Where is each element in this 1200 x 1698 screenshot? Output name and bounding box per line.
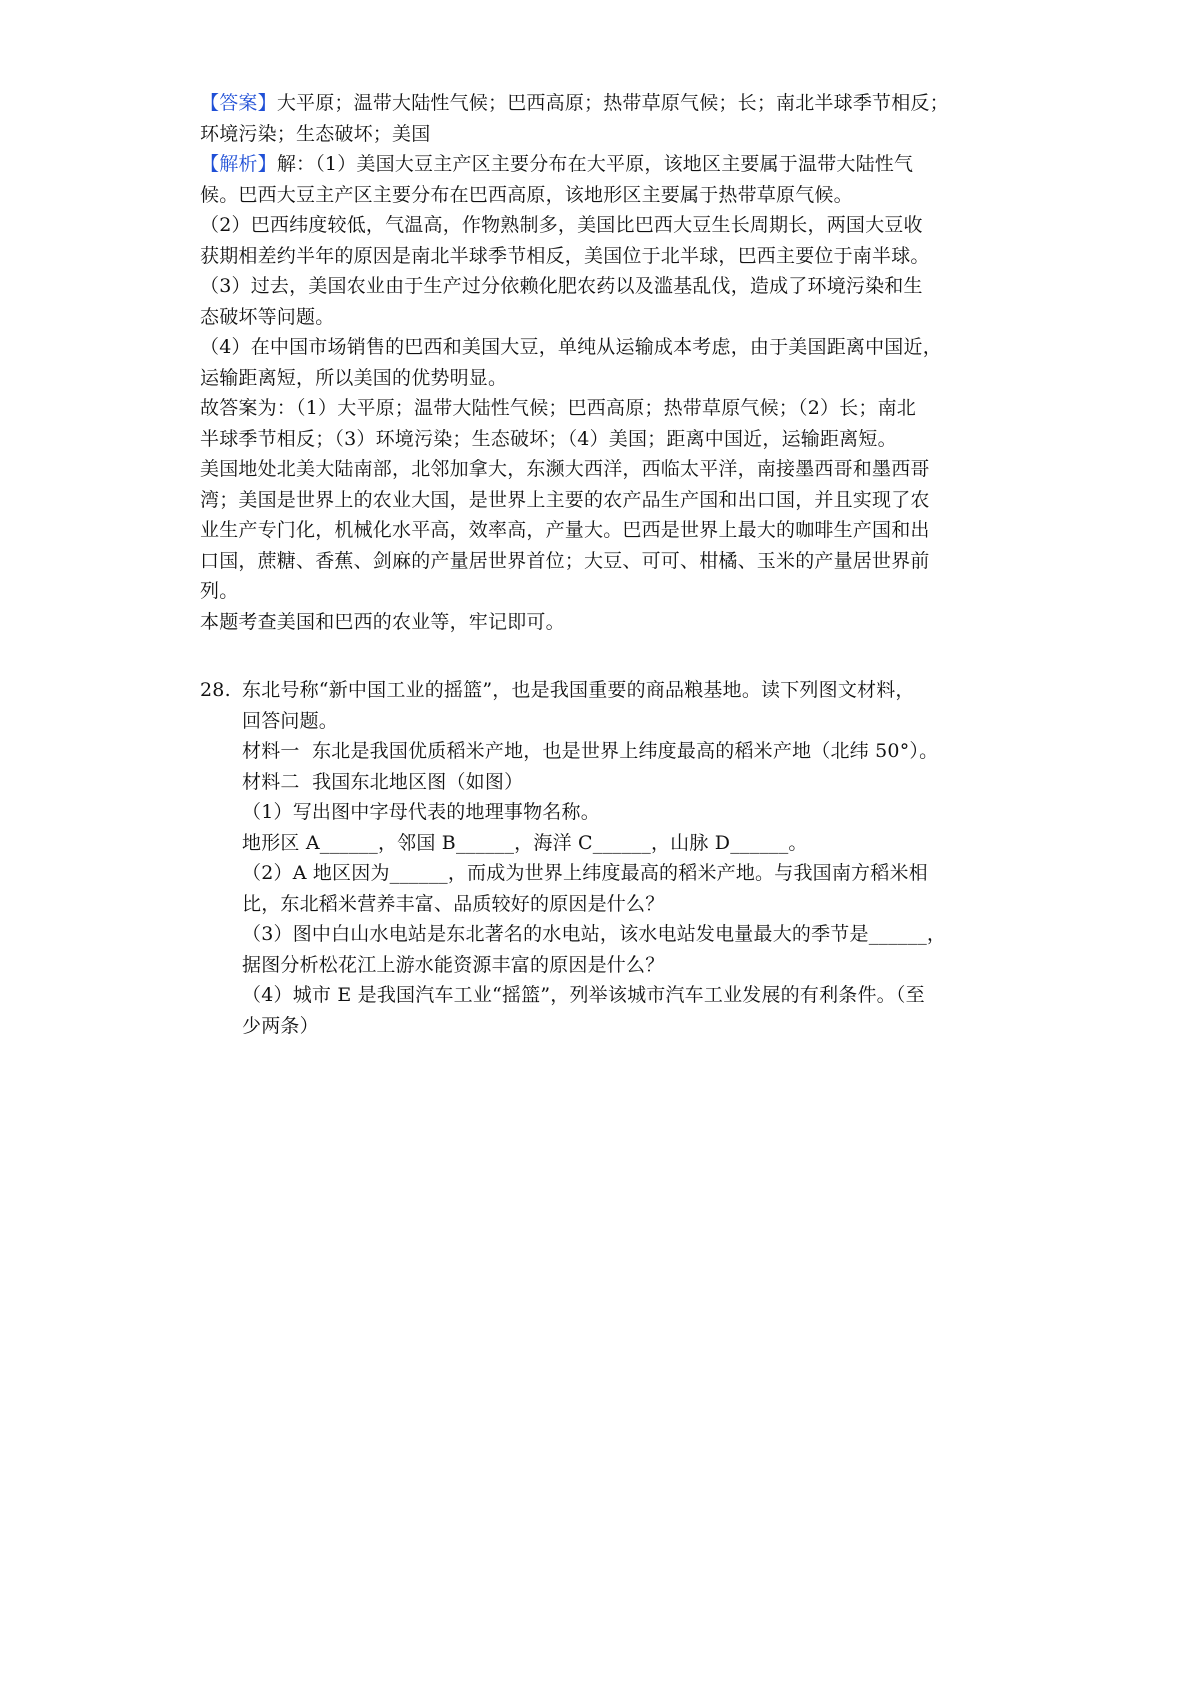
analysis-line: 美国地处北美大陆南部，北邻加拿大，东濒大西洋，西临太平洋，南接墨西哥和墨西哥 [200,458,930,480]
answer-line-1 [200,88,1000,119]
question-number: 28. [200,679,231,701]
answer-tag: 【答案】 [200,92,277,114]
question-line: 回答问题。 [242,709,339,732]
analysis-line: （4）在中国市场销售的巴西和美国大豆，单纯从运输成本考虑，由于美国距离中国近， [200,336,942,358]
subquestion-4: （4）城市 E 是我国汽车工业“摇篮”，列举该城市汽车工业发展的有利条件。（至 [242,984,925,1006]
subquestion-4-cont: 少两条） [242,1014,319,1037]
analysis-line: 候。巴西大豆主产区主要分布在巴西高原，该地形区主要属于热带草原气候。 [200,183,853,206]
subquestion-1: （1）写出图中字母代表的地理事物名称。 [242,801,600,823]
material-two: 材料二 我国东北地区图（如图） [242,770,524,793]
analysis-section [200,149,1000,637]
subquestion-3-cont: 据图分析松花江上游水能资源丰富的原因是什么？ [242,953,665,976]
question-text: 东北号称“新中国工业的摇篮”，也是我国重要的商品粮基地。读下列图文材料， [242,679,915,701]
analysis-line: 故答案为：（1）大平原；温带大陆性气候；巴西高原；热带草原气候；（2）长；南北 [200,397,916,419]
analysis-line: 获期相差约半年的原因是南北半球季节相反，美国位于北半球，巴西主要位于南半球。 [200,244,930,267]
analysis-line: 本题考查美国和巴西的农业等，牢记即可。 [200,610,565,633]
analysis-text: 解：（1）美国大豆主产区主要分布在大平原，该地区主要属于温带大陆性气 [276,153,914,175]
material-one: 材料一 东北是我国优质稻米产地，也是世界上纬度最高的稻米产地（北纬 50°）。 [242,740,939,762]
analysis-line: 半球季节相反；（3）环境污染；生态破坏；（4）美国；距离中国近，运输距离短。 [200,427,897,450]
subquestion-1-blanks: 地形区 A______，邻国 B______，海洋 C______，山脉 D______。 [242,831,808,854]
question-body [200,706,1000,1042]
answer-line-2: 环境污染；生态破坏；美国 [200,122,431,145]
question-first-line [200,675,1000,706]
analysis-line: （3）过去，美国农业由于生产过分依赖化肥农药以及滥基乱伐，造成了环境污染和生 [200,275,923,297]
analysis-line: 运输距离短，所以美国的优势明显。 [200,366,508,389]
question-28 [200,675,1000,1041]
subquestion-2: （2）A 地区因为______，而成为世界上纬度最高的稻米产地。与我国南方稻米相 [242,862,928,884]
document-page [200,88,1000,1041]
analysis-line: 口国，蔗糖、香蕉、剑麻的产量居世界首位；大豆、可可、柑橘、玉米的产量居世界前 [200,549,930,572]
analysis-line: 湾；美国是世界上的农业大国，是世界上主要的农产品生产国和出口国，并且实现了农 [200,488,930,511]
analysis-tag: 【解析】 [200,153,277,175]
analysis-line: 态破坏等问题。 [200,305,335,328]
answer-text: 大平原；温带大陆性气候；巴西高原；热带草原气候；长；南北半球季节相反； [276,92,949,114]
subquestion-2-cont: 比，东北稻米营养丰富、品质较好的原因是什么？ [242,892,665,915]
analysis-line: 业生产专门化，机械化水平高，效率高，产量大。巴西是世界上最大的咖啡生产国和出 [200,519,930,541]
analysis-line: （2）巴西纬度较低，气温高，作物熟制多，美国比巴西大豆生长周期长，两国大豆收 [200,214,923,236]
answer-section [200,88,1000,149]
analysis-line-1 [200,149,1000,180]
subquestion-3: （3）图中白山水电站是东北著名的水电站，该水电站发电量最大的季节是______， [242,923,947,945]
analysis-line: 列。 [200,580,239,602]
